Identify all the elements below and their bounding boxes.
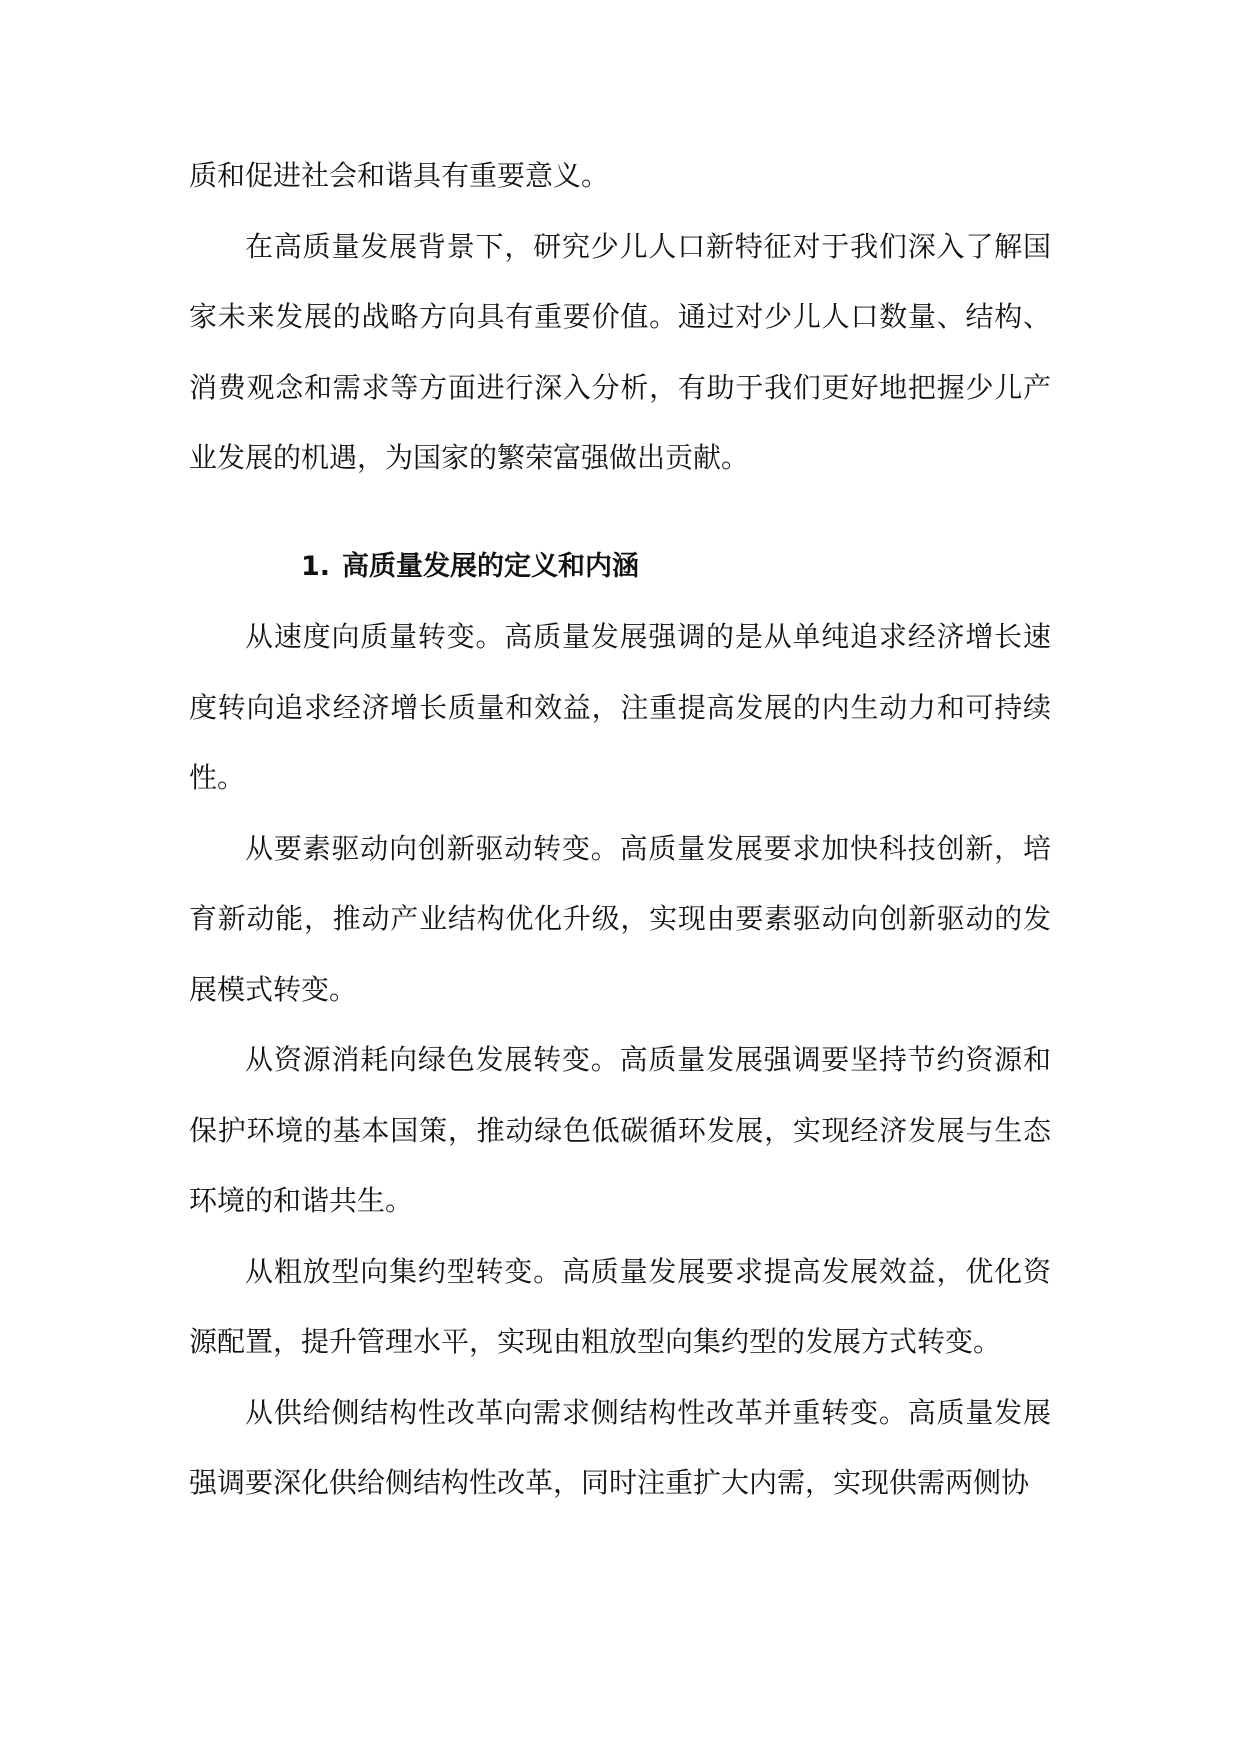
paragraph-speed-to-quality: 从速度向质量转变。高质量发展强调的是从单纯追求经济增长速度转向追求经济增长质量和效益，注重提高发展的内生动力和可持续性。 bbox=[189, 620, 1051, 794]
paragraph-green-development: 从资源消耗向绿色发展转变。高质量发展强调要坚持节约资源和保护环境的基本国策，推动绿色低碳循环发展，实现经济发展与生态环境的和谐共生。 bbox=[189, 1043, 1051, 1217]
paragraph-supply-demand-reform: 从供给侧结构性改革向需求侧结构性改革并重转变。高质量发展强调要深化供给侧结构性改革，同时注重扩大内需，实现供需两侧协 bbox=[189, 1395, 1051, 1499]
paragraph-background: 在高质量发展背景下，研究少儿人口新特征对于我们深入了解国家未来发展的战略方向具有重要价值。通过对少儿人口数量、结构、消费观念和需求等方面进行深入分析，有助于我们更好地把握少儿产业发展的机遇，为国家的繁荣富强做出贡献。 bbox=[189, 229, 1051, 474]
section-heading bbox=[189, 532, 1051, 603]
section-title: 高质量发展的定义和内涵 bbox=[342, 550, 640, 582]
section-number: 1. bbox=[301, 550, 331, 582]
paragraph-innovation-driven: 从要素驱动向创新驱动转变。高质量发展要求加快科技创新，培育新动能，推动产业结构优化升级，实现由要素驱动向创新驱动的发展模式转变。 bbox=[189, 831, 1051, 1006]
paragraph-intensive-growth: 从粗放型向集约型转变。高质量发展要求提高发展效益，优化资源配置，提升管理水平，实现由粗放型向集约型的发展方式转变。 bbox=[189, 1254, 1051, 1358]
document-body bbox=[189, 141, 1051, 1519]
paragraph-continued: 质和促进社会和谐具有重要意义。 bbox=[189, 159, 610, 192]
